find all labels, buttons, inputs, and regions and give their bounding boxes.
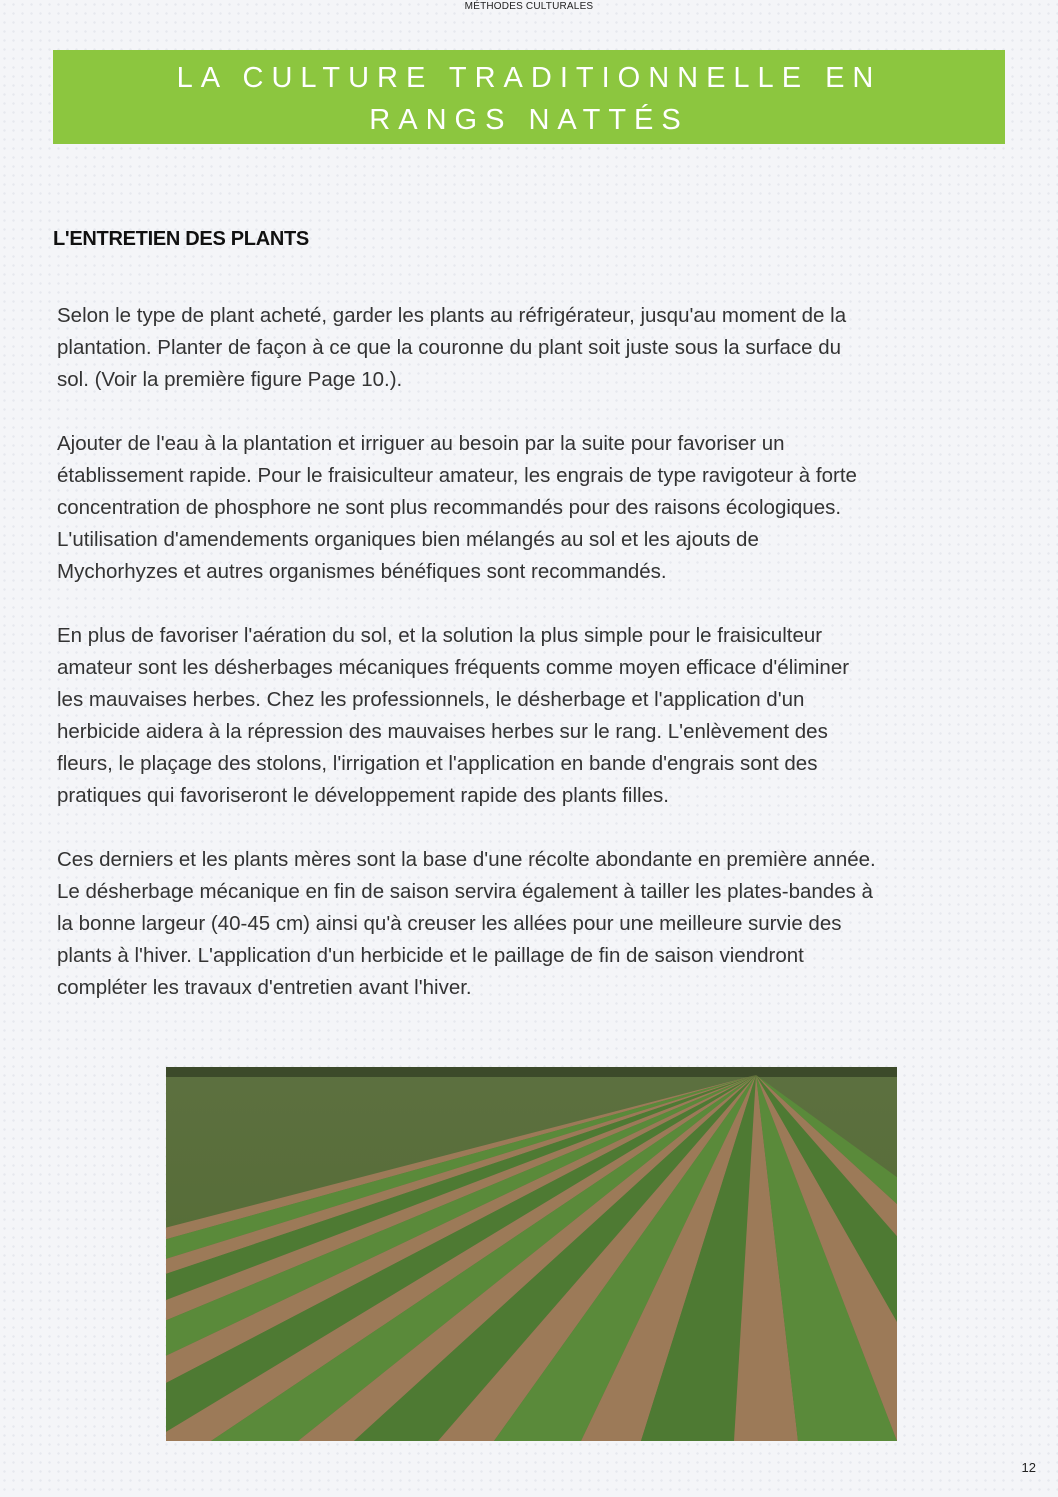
- banner-line: LA CULTURE TRADITIONNELLE EN: [176, 62, 882, 94]
- text-line: la bonne largeur (40-45 cm) ainsi qu'à creuser les allées pour une meilleure survie des: [57, 912, 842, 935]
- text-line: établissement rapide. Pour le fraisiculteur amateur, les engrais de type ravigoteur à forte: [57, 464, 857, 487]
- text-line: amateur sont les désherbages mécaniques fréquents comme moyen efficace d'éliminer: [57, 656, 850, 679]
- running-header: MÉTHODES CULTURALES: [464, 1, 594, 12]
- paragraph: [57, 428, 1017, 588]
- text-line: Ces derniers et les plants mères sont la base d'une récolte abondante en première année.: [57, 848, 876, 871]
- strawberry-field-photo: [166, 1067, 897, 1441]
- text-line: Ajouter de l'eau à la plantation et irriguer au besoin par la suite pour favoriser un: [57, 432, 785, 455]
- text-line: sol. (Voir la première figure Page 10.).: [57, 368, 403, 391]
- body-text: [57, 300, 1017, 1036]
- paragraph: [57, 620, 1017, 812]
- text-line: Selon le type de plant acheté, garder les plants au réfrigérateur, jusqu'au moment de la: [57, 304, 847, 327]
- text-line: plants à l'hiver. L'application d'un herbicide et le paillage de fin de saison viendront: [57, 944, 804, 967]
- chapter-banner: [53, 50, 1005, 144]
- banner-line: RANGS NATTÉS: [369, 104, 689, 136]
- text-line: les mauvaises herbes. Chez les professionnels, le désherbage et l'application d'un: [57, 688, 805, 711]
- field-image: [166, 1067, 897, 1441]
- page-number: 12: [1021, 1460, 1036, 1475]
- paragraph: [57, 844, 1017, 1004]
- text-line: Mychorhyzes et autres organismes bénéfiques sont recommandés.: [57, 560, 667, 583]
- paragraph: [57, 300, 1017, 396]
- text-line: herbicide aidera à la répression des mauvaises herbes sur le rang. L'enlèvement des: [57, 720, 828, 743]
- section-title: L'ENTRETIEN DES PLANTS: [53, 228, 309, 250]
- text-line: Le désherbage mécanique en fin de saison servira également à tailler les plates-bandes à: [57, 880, 873, 903]
- text-line: compléter les travaux d'entretien avant l'hiver.: [57, 976, 472, 999]
- text-line: En plus de favoriser l'aération du sol, et la solution la plus simple pour le fraisiculteur: [57, 624, 823, 647]
- text-line: concentration de phosphore ne sont plus recommandés pour des raisons écologiques.: [57, 496, 842, 519]
- text-line: pratiques qui favoriseront le développement rapide des plants filles.: [57, 784, 669, 807]
- text-line: plantation. Planter de façon à ce que la couronne du plant soit juste sous la surface du: [57, 336, 842, 359]
- text-line: L'utilisation d'amendements organiques bien mélangés au sol et les ajouts de: [57, 528, 759, 551]
- text-line: fleurs, le plaçage des stolons, l'irrigation et l'application en bande d'engrais sont des: [57, 752, 818, 775]
